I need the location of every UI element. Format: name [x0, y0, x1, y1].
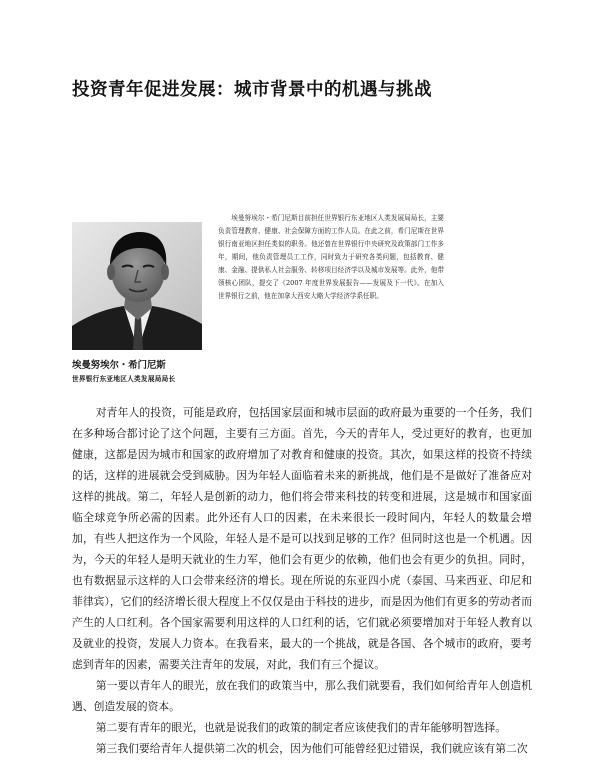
author-portrait — [72, 222, 202, 350]
author-role: 世界银行东亚地区人类发展局局长 — [72, 375, 176, 383]
body-paragraph: 第三我们要给青年人提供第二次的机会，因为他们可能曾经犯过错误，我们就应该有第二次 — [95, 742, 528, 755]
article-body — [72, 402, 532, 759]
body-paragraph: 对青年人的投资，可能是政府，包括国家层面和城市层面的政府最为重要的一个任务，我们在多种场合都讨论了这个问题，主要有三方面。首先，今天的青年人，受过更好的教育，也更加健康，这都是因为城市和国家的政府增加了对教育和健康的投资。其次，如果这样的投资不持续的话，这样的进展就会受到威胁。因为年轻人面临着未来的新挑战，他们是不是做好了准备应对这样的挑战。第二，年轻人是创新的动力，他们将会带来科技的转变和进展，这是城市和国家面临全球竞争所必需的因素。此外还有人口的因素，在未来很长一段时间内，年轻人的数量会增加，有些人把这作为一个风险，年轻人是不是可以找到足够的工作？但同时这也是一个机遇。因为，今天的年轻人是明天就业的生力军，他们会有更少的依赖，他们也会有更少的负担。同时，也有数据显示这样的人口会带来经济的增长。现在所说的东亚四小虎（泰国、马来西亚、印尼和菲律宾），它们的经济增长很大程度上不仅仅是由于科技的进步，而是因为他们有更多的劳动者而产生的人口红利。各个国家需要利用这样的人口红利的话，它们就必须要增加对于年轻人教育以及就业的投资，发展人力资本。在我看来，最大的一个挑战，就是各国、各个城市的政府，要考虑到青年的因素，需要关注青年的发展，对此，我们有三个提议。 — [72, 406, 532, 671]
author-name: 埃曼努埃尔・希门尼斯 — [72, 360, 166, 371]
author-portrait-image — [72, 222, 202, 350]
article-title: 投资青年促进发展：城市背景中的机遇与挑战 — [72, 80, 432, 100]
author-bio: 埃曼努埃尔・希门尼斯目前担任世界银行东亚地区人类发展局局长，主要负责管理教育、健康、社会保障方面的工作人员。在此之前，希门尼斯在世界银行南亚地区担任类似的职务。他还曾在世界银行中央研究及政策部门工作多年，期间，他负责管理员工工作，同时致力于研究各类问题，包括教育、健康、金融、提供私人社会服务、转移项目经济学以及城市发展等。此外，他带领核心团队，提交了《2007 年度世界发展报告——发展及下一代》。在加入世界银行之前，他在加拿大西安大略大学经济学系任职。 — [218, 214, 444, 300]
body-paragraph: 第二要有青年的眼光，也就是说我们的政策的制定者应该使我们的青年能够明智选择。 — [95, 721, 507, 734]
body-paragraph: 第一要以青年人的眼光，放在我们的政策当中，那么我们就要看，我们如何给青年人创造机遇、创造发展的资本。 — [72, 679, 532, 713]
